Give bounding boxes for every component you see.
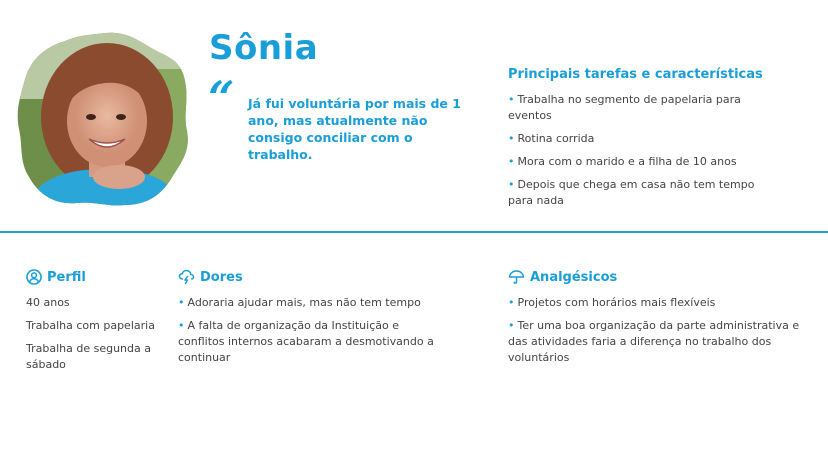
section-divider — [0, 231, 828, 233]
pains-heading — [178, 269, 243, 285]
storm-cloud-icon — [178, 269, 195, 285]
relievers-heading — [508, 269, 617, 285]
quote-mark-icon: “ — [208, 71, 235, 125]
relievers-list — [508, 295, 818, 373]
list-item: • Adoraria ajudar mais, mas não tem tempo — [178, 296, 421, 309]
profile-title: Perfil — [47, 269, 86, 285]
umbrella-icon — [508, 269, 525, 285]
pains-title: Dores — [200, 269, 243, 285]
pains-list — [178, 295, 438, 373]
list-item: Trabalha de segunda a sábado — [26, 342, 151, 371]
persona-quote: Já fui voluntária por mais de 1 ano, mas atualmente não consigo conciliar com o trabalho. — [248, 96, 461, 162]
tasks-list — [508, 92, 773, 216]
list-item: • Trabalha no segmento de papelaria para eventos — [508, 93, 741, 122]
relievers-title: Analgésicos — [530, 269, 618, 285]
profile-heading — [26, 269, 86, 285]
list-item: 40 anos — [26, 296, 70, 309]
list-item: • A falta de organização da Instituição e conflitos internos acabaram a desmotivando a continuar — [178, 319, 434, 364]
persona-photo — [15, 29, 190, 209]
persona-name: Sônia — [209, 28, 319, 68]
user-circle-icon — [26, 269, 42, 285]
list-item: Trabalha com papelaria — [26, 319, 155, 332]
list-item: • Ter uma boa organização da parte administrativa e das atividades faria a diferença no trabalho dos voluntários — [508, 319, 800, 364]
list-item: • Rotina corrida — [508, 132, 595, 145]
list-item: • Depois que chega em casa não tem tempo para nada — [508, 178, 755, 207]
list-item: • Projetos com horários mais flexíveis — [508, 296, 716, 309]
list-item: • Mora com o marido e a filha de 10 anos — [508, 155, 737, 168]
profile-list — [26, 295, 156, 380]
tasks-title: Principais tarefas e características — [508, 67, 763, 82]
